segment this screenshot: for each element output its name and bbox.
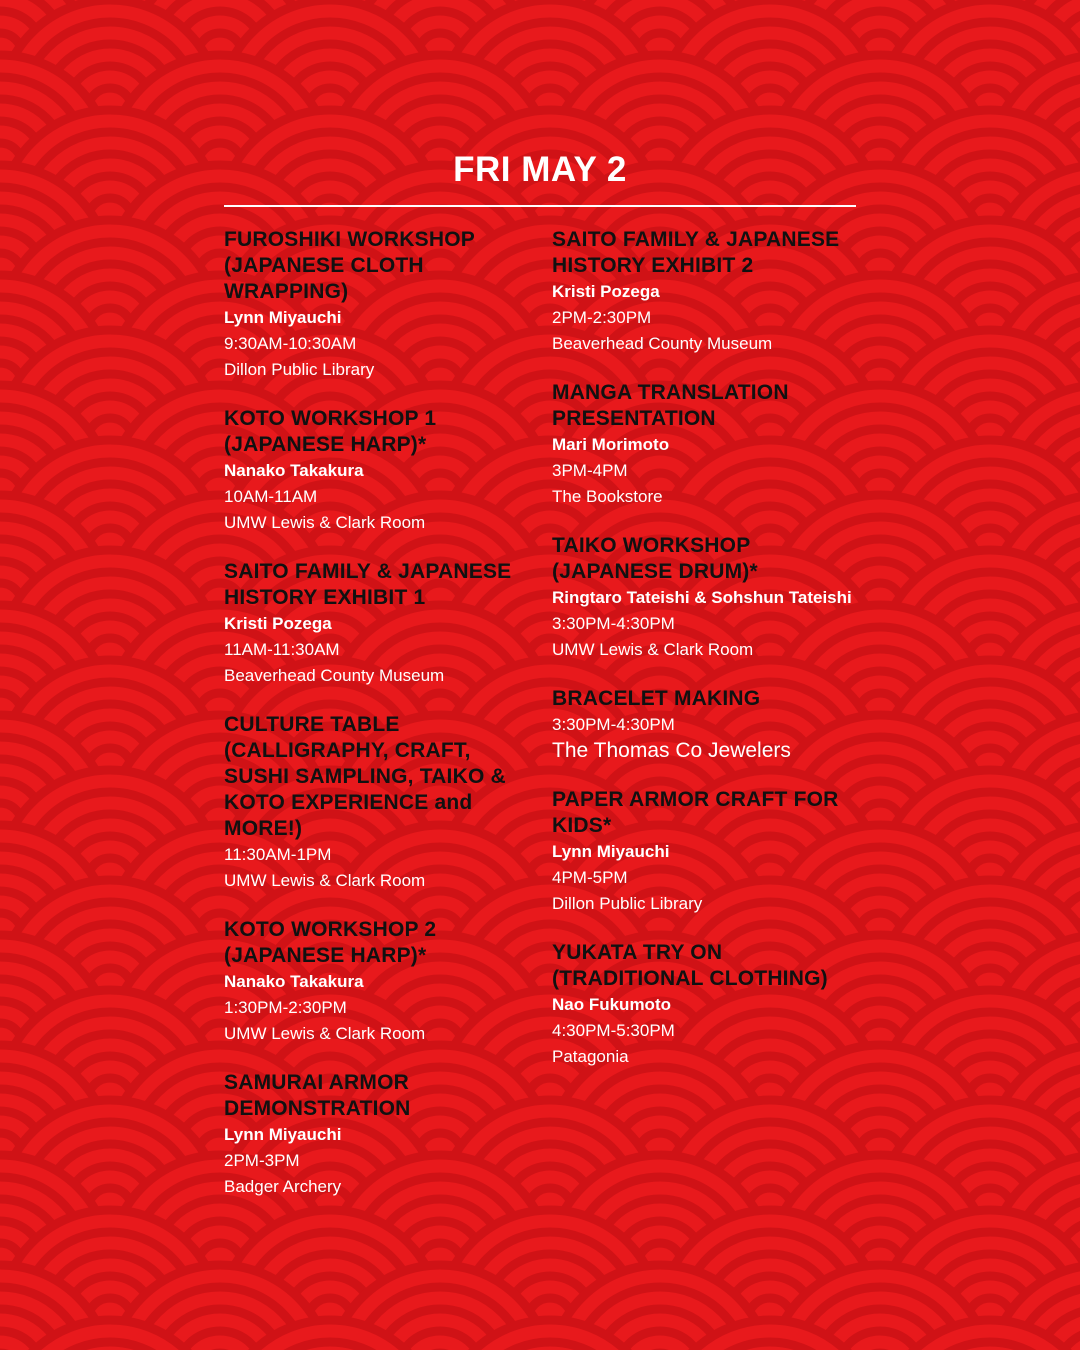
event-title: MANGA TRANSLATION PRESENTATION xyxy=(552,381,789,430)
event-location: UMW Lewis & Clark Room xyxy=(224,1024,426,1043)
event-title: KOTO WORKSHOP 2 (JAPANESE HARP)* xyxy=(224,918,437,967)
event-title: BRACELET MAKING xyxy=(552,687,761,710)
event-time: 2PM-3PM xyxy=(224,1151,300,1170)
event-host: Lynn Miyauchi xyxy=(552,842,670,861)
event-time: 11:30AM-1PM xyxy=(224,845,332,864)
event-location: Beaverhead County Museum xyxy=(552,334,773,353)
event-saito-exhibit-1 xyxy=(224,559,524,689)
event-taiko-workshop xyxy=(552,533,862,663)
event-location: UMW Lewis & Clark Room xyxy=(224,513,426,532)
event-host: Kristi Pozega xyxy=(552,282,660,301)
event-time: 1:30PM-2:30PM xyxy=(224,998,347,1017)
event-title: KOTO WORKSHOP 1 (JAPANESE HARP)* xyxy=(224,407,437,456)
event-time: 4PM-5PM xyxy=(552,868,628,887)
event-location: The Thomas Co Jewelers xyxy=(552,739,791,762)
event-manga-translation xyxy=(552,380,862,510)
event-time: 4:30PM-5:30PM xyxy=(552,1021,675,1040)
event-title: FUROSHIKI WORKSHOP (JAPANESE CLOTH WRAPPING) xyxy=(224,228,475,303)
event-host: Lynn Miyauchi xyxy=(224,1125,342,1144)
event-host: Nanako Takakura xyxy=(224,972,364,991)
event-time: 10AM-11AM xyxy=(224,487,318,506)
event-host: Nao Fukumoto xyxy=(552,995,671,1014)
event-time: 3PM-4PM xyxy=(552,461,628,480)
event-yukata-try-on xyxy=(552,940,862,1070)
day-heading: FRI MAY 2 xyxy=(453,150,627,189)
event-time: 3:30PM-4:30PM xyxy=(552,614,675,633)
event-koto-workshop-2 xyxy=(224,917,524,1047)
event-host: Ringtaro Tateishi & Sohshun Tateishi xyxy=(552,588,852,607)
event-location: UMW Lewis & Clark Room xyxy=(224,871,426,890)
event-title: SAITO FAMILY & JAPANESE HISTORY EXHIBIT 1 xyxy=(224,560,512,609)
event-host: Lynn Miyauchi xyxy=(224,308,342,327)
event-title: SAMURAI ARMOR DEMONSTRATION xyxy=(224,1071,411,1120)
event-host: Mari Morimoto xyxy=(552,435,670,454)
event-host: Kristi Pozega xyxy=(224,614,332,633)
event-location: Dillon Public Library xyxy=(224,360,375,379)
event-title: TAIKO WORKSHOP (JAPANESE DRUM)* xyxy=(552,534,758,583)
event-koto-workshop-1 xyxy=(224,406,524,536)
event-location: The Bookstore xyxy=(552,487,663,506)
event-furoshiki-workshop xyxy=(224,227,524,383)
event-paper-armor-craft xyxy=(552,787,862,917)
event-culture-table xyxy=(224,712,524,894)
schedule-column-left xyxy=(224,227,524,1223)
event-time: 3:30PM-4:30PM xyxy=(552,715,675,734)
event-saito-exhibit-2 xyxy=(552,227,862,357)
event-location: Badger Archery xyxy=(224,1177,342,1196)
event-location: Dillon Public Library xyxy=(552,894,703,913)
heading-divider xyxy=(224,205,856,207)
event-time: 9:30AM-10:30AM xyxy=(224,334,357,353)
event-samurai-armor-demo xyxy=(224,1070,524,1200)
event-time: 2PM-2:30PM xyxy=(552,308,652,327)
schedule-column-right xyxy=(552,227,862,1093)
event-location: Beaverhead County Museum xyxy=(224,666,445,685)
event-bracelet-making xyxy=(552,686,862,764)
event-host: Nanako Takakura xyxy=(224,461,364,480)
event-title: SAITO FAMILY & JAPANESE HISTORY EXHIBIT 2 xyxy=(552,228,840,277)
event-title: PAPER ARMOR CRAFT FOR KIDS* xyxy=(552,788,839,837)
event-location: Patagonia xyxy=(552,1047,629,1066)
event-title: YUKATA TRY ON (TRADITIONAL CLOTHING) xyxy=(552,941,828,990)
event-time: 11AM-11:30AM xyxy=(224,640,340,659)
event-location: UMW Lewis & Clark Room xyxy=(552,640,754,659)
event-title: CULTURE TABLE (CALLIGRAPHY, CRAFT, SUSHI SAMPLING, TAIKO & KOTO EXPERIENCE and MORE!) xyxy=(224,713,506,840)
